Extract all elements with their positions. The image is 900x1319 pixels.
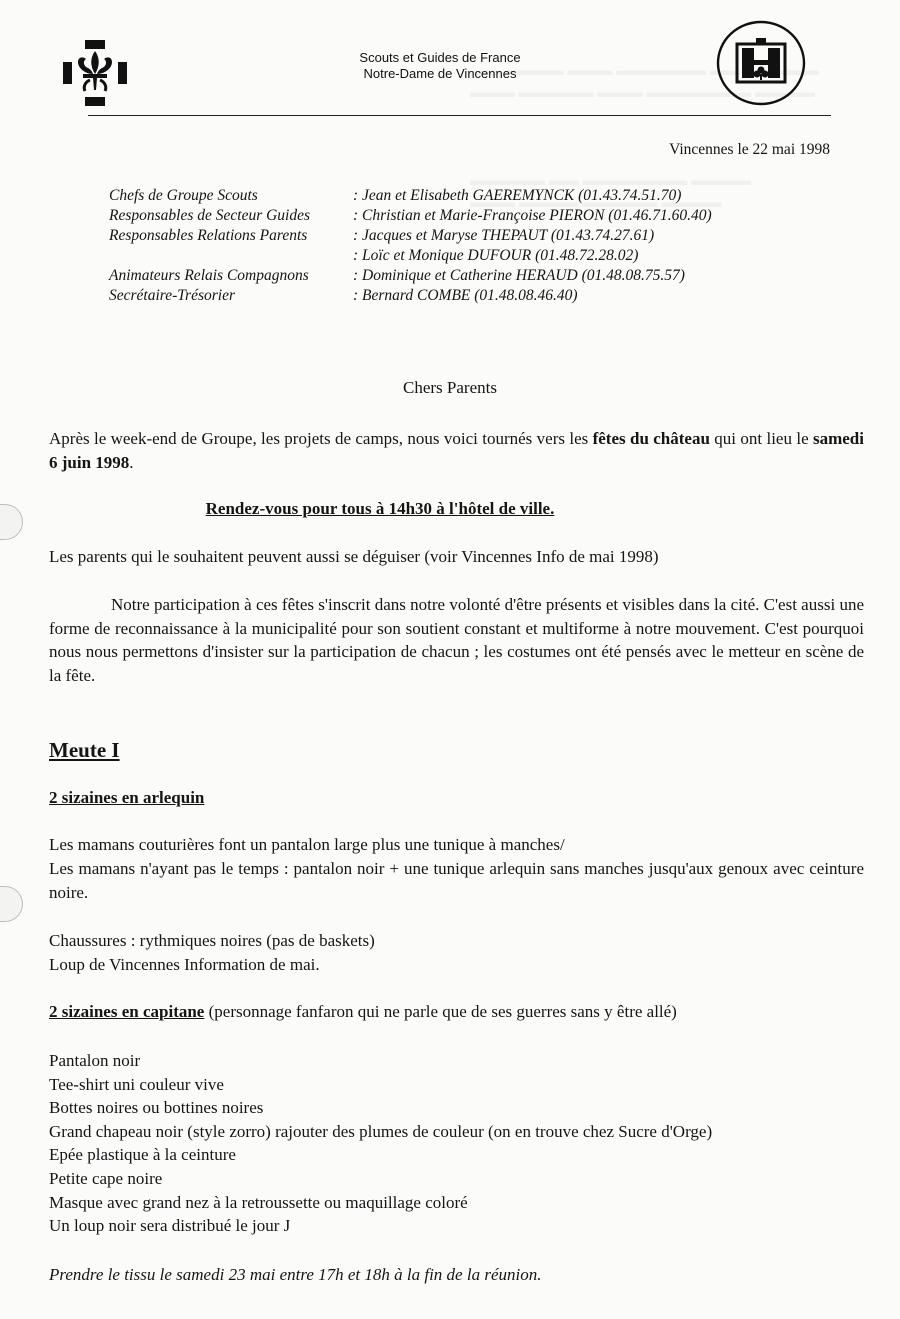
list-item: Bottes noires ou bottines noires <box>49 1098 264 1118</box>
capitane-heading-line <box>49 1000 864 1024</box>
roles-list <box>109 186 712 306</box>
intro-text-3: . <box>129 452 134 472</box>
salutation: Chers Parents <box>403 378 497 397</box>
role-value: : Jacques et Maryse THEPAUT (01.43.74.27.61) <box>353 227 655 244</box>
guides-trefoil-logo <box>716 20 806 106</box>
role-value: : Loïc et Monique DUFOUR (01.48.72.28.02) <box>353 247 639 264</box>
capitane-note: (personnage fanfaron qui ne parle que de ses guerres sans y être allé) <box>204 1002 677 1021</box>
list-item: Masque avec grand nez à la retroussette ou maquillage coloré <box>49 1192 468 1212</box>
role-value: : Dominique et Catherine HERAUD (01.48.08.75.57) <box>353 267 685 284</box>
role-label: Animateurs Relais Compagnons <box>109 267 309 284</box>
role-value: : Bernard COMBE (01.48.08.46.40) <box>353 287 578 304</box>
intro-bold-fetes: fêtes du château <box>592 429 710 448</box>
role-value: : Christian et Marie-Françoise PIERON (01.46.71.60.40) <box>353 207 712 224</box>
fleur-de-lis-logo <box>63 40 127 106</box>
organisation-name <box>300 50 580 82</box>
intro-bold-date: samedi 6 juin 1998 <box>49 429 864 472</box>
organisation-line-2: Notre-Dame de Vincennes <box>363 66 517 81</box>
punch-hole-mark <box>0 886 23 922</box>
intro-paragraph <box>49 427 864 474</box>
capitane-items-list <box>49 1049 879 1238</box>
role-row <box>109 286 712 306</box>
role-label: Secrétaire-Trésorier <box>109 287 235 304</box>
intro-text-2: qui ont lieu le <box>709 429 813 448</box>
role-row <box>109 266 712 286</box>
arlequin-heading: 2 sizaines en arlequin <box>49 788 205 807</box>
arlequin-loup: Loup de Vincennes Information de mai. <box>49 955 320 974</box>
role-row <box>109 186 712 206</box>
role-row <box>109 246 712 266</box>
intro-text-1: Après le week-end de Groupe, les projets de camps, nous voici tournés vers les <box>49 429 593 448</box>
parents-costume-line: Les parents qui le souhaitent peuvent aussi se déguiser (voir Vincennes Info de mai 1998) <box>49 547 659 566</box>
organisation-line-1: Scouts et Guides de France <box>359 50 521 65</box>
letter-date: Vincennes le 22 mai 1998 <box>669 141 830 158</box>
arlequin-line-1: Les mamans couturières font un pantalon large plus une tunique à manches/ <box>49 835 565 854</box>
arlequin-line-2: Les mamans n'ayant pas le temps : pantalon noir + une tunique arlequin sans manches jusqu'aux genoux avec ceinture noire. <box>49 859 864 902</box>
list-item: Grand chapeau noir (style zorro) rajouter des plumes de couleur (on en trouve chez Sucre d'Orge) <box>49 1121 713 1141</box>
role-row <box>109 226 712 246</box>
meute-heading: Meute I <box>49 738 120 762</box>
list-item: Epée plastique à la ceinture <box>49 1145 236 1165</box>
role-value: : Jean et Elisabeth GAEREMYNCK (01.43.74.51.70) <box>353 187 682 204</box>
participation-paragraph: Notre participation à ces fêtes s'inscrit dans notre volonté d'être présents et visibles dans la cité. C'est aussi une forme de reconnaissance à la municipalité pour son soutient constant et multiforme à notre mouvement. C'est pourquoi nous nous permettons d'insister sur la participation de chacun ; les costumes ont été pensés avec le metteur en scène de la fête. <box>49 595 864 685</box>
list-item: Pantalon noir <box>49 1051 141 1070</box>
capitane-heading: 2 sizaines en capitane <box>49 1002 205 1021</box>
role-label: Responsables de Secteur Guides <box>109 207 311 224</box>
role-label: Responsables Relations Parents <box>109 227 308 244</box>
list-item: Petite cape noire <box>49 1168 163 1188</box>
fabric-pickup-note: Prendre le tissu le samedi 23 mai entre 17h et 18h à la fin de la réunion. <box>49 1265 542 1284</box>
rendezvous-line: Rendez-vous pour tous à 14h30 à l'hôtel de ville. <box>205 499 555 518</box>
role-label: Chefs de Groupe Scouts <box>109 187 258 204</box>
list-item: Tee-shirt uni couleur vive <box>49 1074 224 1094</box>
header-divider <box>88 115 831 116</box>
list-item: Un loup noir sera distribué le jour J <box>49 1216 291 1236</box>
role-row <box>109 206 712 226</box>
arlequin-shoes: Chaussures : rythmiques noires (pas de baskets) <box>49 931 375 950</box>
